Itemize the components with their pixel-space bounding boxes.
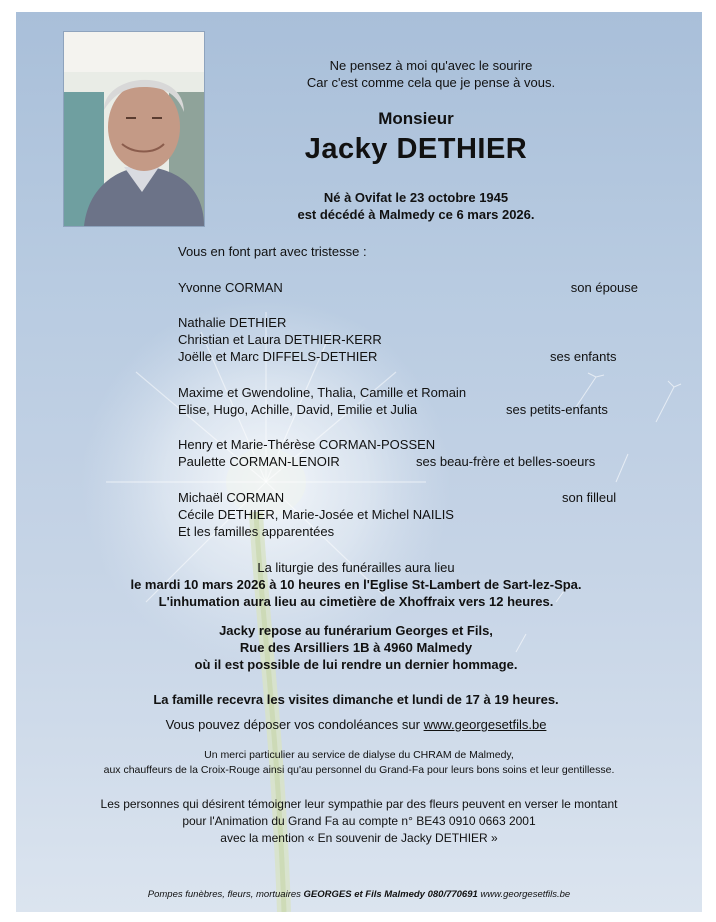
flowers-line: avec la mention « En souvenir de Jacky DETHIER » (220, 831, 498, 845)
family-name: Nathalie DETHIER (178, 315, 287, 330)
family-children (178, 314, 625, 365)
rest-line: où il est possible de lui rendre un dernier hommage. (194, 657, 518, 672)
portrait-photo (63, 31, 205, 227)
quote-line: Car c'est comme cela que je pense à vous. (306, 75, 556, 90)
obituary-card (16, 12, 702, 912)
flowers-line: pour l'Animation du Grand Fa au compte n° BE43 0910 0663 2001 (182, 814, 536, 828)
thanks-block (26, 748, 692, 778)
family-godson (178, 489, 638, 540)
funeral-block (56, 559, 656, 610)
portrait-illustration (64, 32, 204, 226)
funeral-line: L'inhumation aura lieu au cimetière de Xhoffraix vers 12 heures. (158, 594, 554, 609)
quote-line: Ne pensez à moi qu'avec le sourire (329, 58, 533, 73)
relation-label: ses enfants (550, 349, 617, 364)
condolences-link[interactable]: www.georgesetfils.be (423, 717, 547, 732)
title: Monsieur (378, 109, 454, 128)
intro-text: Vous en font part avec tristesse : (178, 244, 367, 259)
death-line: est décédé à Malmedy ce 6 mars 2026. (297, 207, 535, 222)
family-name: Elise, Hugo, Achille, David, Emilie et Julia (178, 402, 418, 417)
flowers-block (26, 796, 692, 847)
condolences-line (76, 716, 636, 733)
relation-label: ses beau-frère et belles-soeurs (416, 454, 596, 469)
rest-block (96, 622, 616, 673)
family-name: Henry et Marie-Thérèse CORMAN-POSSEN (178, 437, 436, 452)
family-grandchildren (178, 384, 638, 418)
rest-line: Jacky repose au funérarium Georges et Fils, (219, 623, 493, 638)
family-name: Christian et Laura DETHIER-KERR (178, 332, 382, 347)
quote-block (236, 57, 626, 91)
dates-block (226, 189, 606, 223)
visits-text: La famille recevra les visites dimanche et lundi de 17 à 19 heures. (153, 692, 559, 707)
deceased-name: Jacky DETHIER (304, 133, 528, 165)
condolences-text: Vous pouvez déposer vos condoléances sur (165, 717, 424, 732)
thanks-line: aux chauffeurs de la Croix-Rouge ainsi qu'au personnel du Grand-Fa pour leurs bons soins et leur gentillesse. (103, 764, 615, 776)
rest-line: Rue des Arsilliers 1B à 4960 Malmedy (239, 640, 473, 655)
footer (26, 889, 692, 900)
family-name: Et les familles apparentées (178, 524, 335, 539)
family-name: Paulette CORMAN-LENOIR (178, 454, 340, 469)
flowers-line: Les personnes qui désirent témoigner leur sympathie par des fleurs peuvent en verser le montant (100, 797, 618, 811)
footer-web: www.georgesetfils.be (477, 889, 571, 900)
relation-label: ses petits-enfants (506, 402, 608, 417)
birth-line: Né à Ovifat le 23 octobre 1945 (323, 190, 509, 205)
thanks-line: Un merci particulier au service de dialyse du CHRAM de Malmedy, (204, 749, 514, 761)
footer-company: GEORGES et Fils Malmedy 080/770691 (303, 889, 478, 900)
family-spouse (178, 279, 638, 296)
relation-label: son filleul (562, 490, 617, 505)
footer-prefix: Pompes funèbres, fleurs, mortuaires (147, 889, 304, 900)
funeral-line: le mardi 10 mars 2026 à 10 heures en l'Eglise St-Lambert de Sart-lez-Spa. (130, 577, 582, 592)
family-name: Cécile DETHIER, Marie-Josée et Michel NAILIS (178, 507, 454, 522)
family-name: Yvonne CORMAN (178, 280, 283, 295)
family-name: Maxime et Gwendoline, Thalia, Camille et Romain (178, 385, 467, 400)
family-inlaws (178, 436, 638, 470)
family-name: Joëlle et Marc DIFFELS-DETHIER (178, 349, 378, 364)
funeral-line: La liturgie des funérailles aura lieu (257, 560, 455, 575)
relation-label: son épouse (570, 280, 638, 295)
family-name: Michaël CORMAN (178, 490, 285, 505)
